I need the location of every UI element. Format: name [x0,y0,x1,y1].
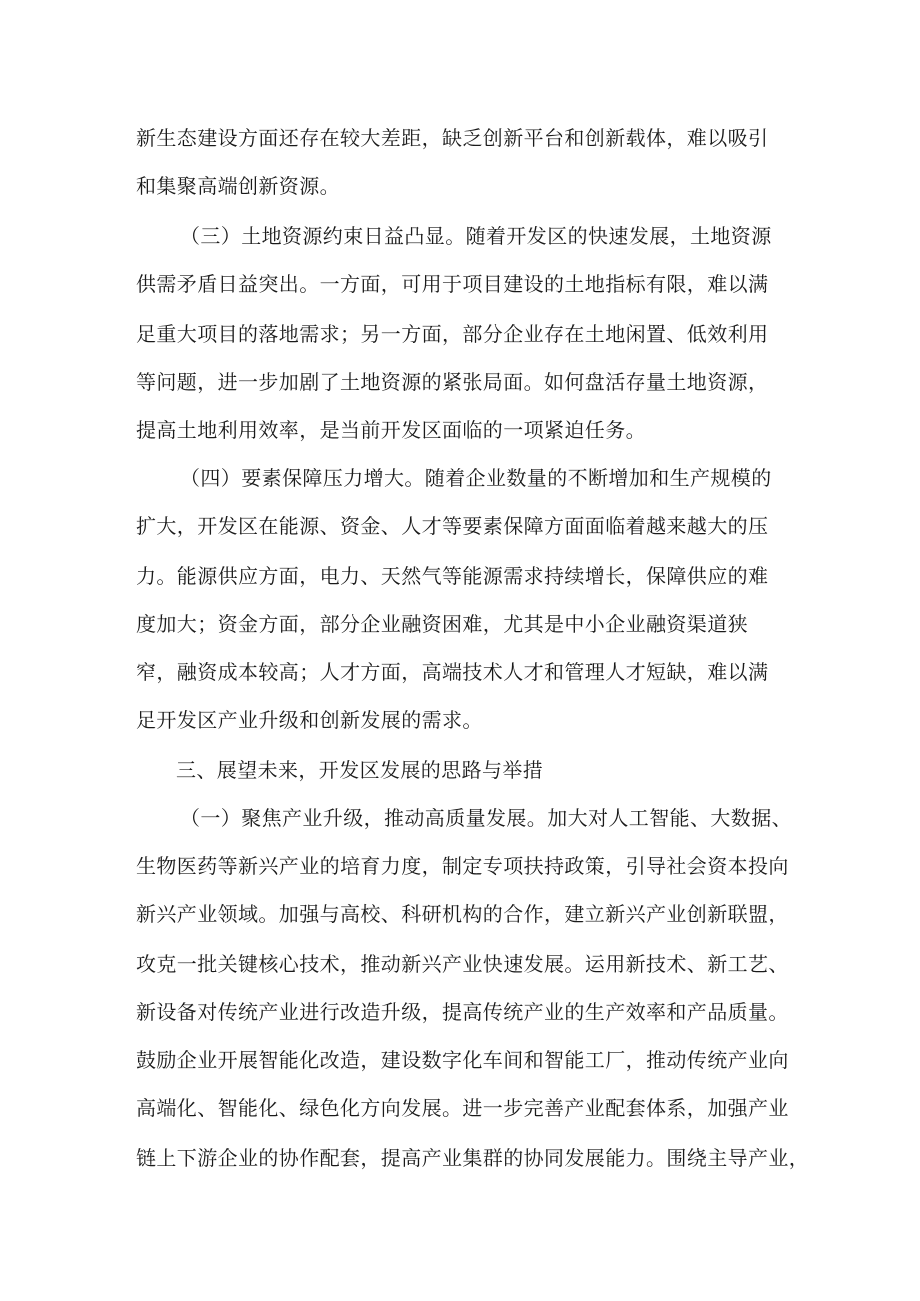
text-line: 等问题，进一步加剧了土地资源的紧张局面。如何盘活存量土地资源， [136,370,769,394]
text-line: 鼓励企业开展智能化改造，建设数字化车间和智能工厂，推动传统产业向 [136,1048,789,1072]
text-line: 窄，融资成本较高；人才方面，高端技术人才和管理人才短缺，难以满 [136,660,769,684]
text-line: 足重大项目的落地需求；另一方面，部分企业存在土地闲置、低效利用 [136,322,769,346]
section-heading-4: （四）要素保障压力增大。随着企业数量的不断增加和生产规模的 [180,466,772,490]
text-line: 度加大；资金方面，部分企业融资困难，尤其是中小企业融资渠道狭 [136,612,748,636]
text-line: 力。能源供应方面，电力、天然气等能源需求持续增长，保障供应的难 [136,564,769,588]
text-line: 新生态建设方面还存在较大差距，缺乏创新平台和创新载体，难以吸引 [136,126,769,150]
text-line: 新设备对传统产业进行改造升级，提高传统产业的生产效率和产品质量。 [136,1000,789,1024]
text-line: 高端化、智能化、绿色化方向发展。进一步完善产业配套体系，加强产业 [136,1096,789,1120]
text-line: 和集聚高端创新资源。 [136,174,340,198]
text-line: 足开发区产业升级和创新发展的需求。 [136,708,483,732]
text-line: 链上下游企业的协作配套，提高产业集群的协同发展能力。围绕主导产业， [136,1146,810,1170]
section-heading-1: （一）聚焦产业升级，推动高质量发展。加大对人工智能、大数据、 [180,806,792,830]
text-line: 提高土地利用效率，是当前开发区面临的一项紧迫任务。 [136,418,646,442]
chapter-heading: 三、展望未来，开发区发展的思路与举措 [176,758,544,782]
text-line: 生物医药等新兴产业的培育力度，制定专项扶持政策，引导社会资本投向 [136,854,789,878]
text-line: 扩大，开发区在能源、资金、人才等要素保障方面面临着越来越大的压 [136,514,769,538]
text-line: 供需矛盾日益突出。一方面，可用于项目建设的土地指标有限，难以满 [136,272,769,296]
text-line: 攻克一批关键核心技术，推动新兴产业快速发展。运用新技术、新工艺、 [136,952,789,976]
section-heading-3: （三）土地资源约束日益凸显。随着开发区的快速发展，土地资源 [180,224,772,248]
text-line: 新兴产业领域。加强与高校、科研机构的合作，建立新兴产业创新联盟， [136,902,789,926]
